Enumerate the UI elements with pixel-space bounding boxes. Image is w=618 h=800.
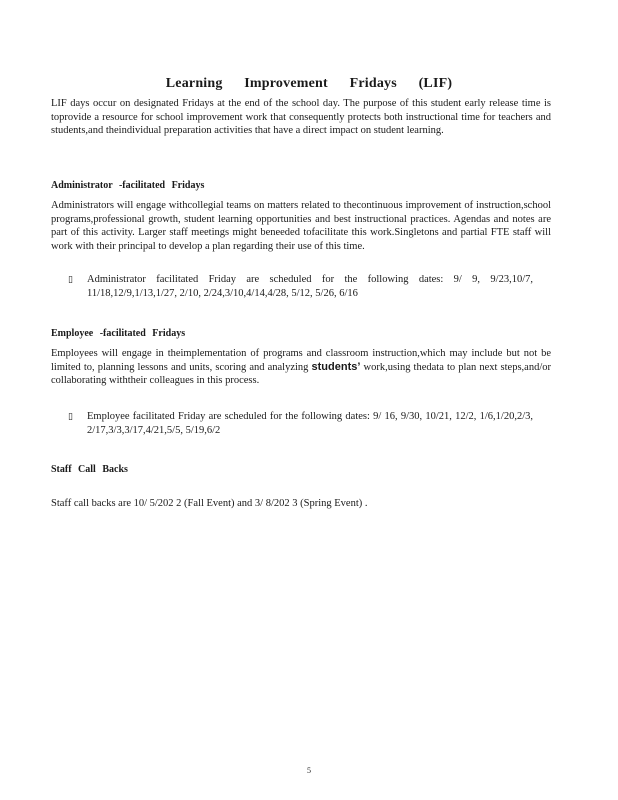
admin-section-heading: Administrator -facilitated Fridays — [51, 180, 205, 191]
employee-section-paragraph — [51, 347, 551, 388]
page-title: Learning Improvement Fridays (LIF) — [165, 76, 453, 91]
intro-paragraph: LIF days occur on designated Fridays at the end of the school day. The purpose of this student early release time is toprovide a resource for school improvement work that consequently protects both instructional time for teachers and students,and theindividual preparation activities that have a direct impact on student learning. — [51, 98, 551, 137]
admin-section-paragraph: Administrators will engage withcollegial teams on matters related to thecontinuous improvement of instruction,school programs,professional growth, student learning opportunities and best instructional practices. Agendas and notes are part of this activity. Larger staff meetings might beneeded tofacilitate this work.Singletons and partial FTE staff will work with their principal to develop a plan regarding their use of this time. — [51, 200, 551, 252]
callbacks-paragraph: Staff call backs are 10/ 5/202 2 (Fall Event) and 3/ 8/202 3 (Spring Event) . — [51, 498, 368, 509]
square-bullet-icon: ▯ — [68, 274, 73, 284]
employee-section-heading: Employee -facilitated Fridays — [51, 328, 186, 339]
page-number: 5 — [307, 766, 311, 775]
admin-dates-list-item: Administrator facilitated Friday are scheduled for the following dates: 9/ 9, 9/23,10/7, 11/18,12/9,1/13,1/27, 2/10, 2/24,3/10,4/14,4/28, 5/12, 5/26, 6/16 — [87, 274, 533, 299]
employee-paragraph-text-start: Employees will engage in theimplementation of programs and classroom instruction,which may include but not be limited to, planning lessons and units, scoring and analyzing — [51, 348, 551, 373]
employee-dates-list-item: Employee facilitated Friday are scheduled for the following dates: 9/ 16, 9/30, 10/21, 12/2, 1/6,1/20,2/3, 2/17,3/3,3/17,4/21,5/5, 5/19,6/2 — [87, 411, 533, 436]
employee-paragraph-emphasis: students’ — [311, 360, 361, 373]
callbacks-section-heading: Staff Call Backs — [51, 464, 128, 475]
square-bullet-icon: ▯ — [68, 411, 73, 421]
employee-paragraph-text-end: work,using thedata to plan next steps,and/or collaborating withtheir colleagues in this process. — [51, 361, 551, 387]
